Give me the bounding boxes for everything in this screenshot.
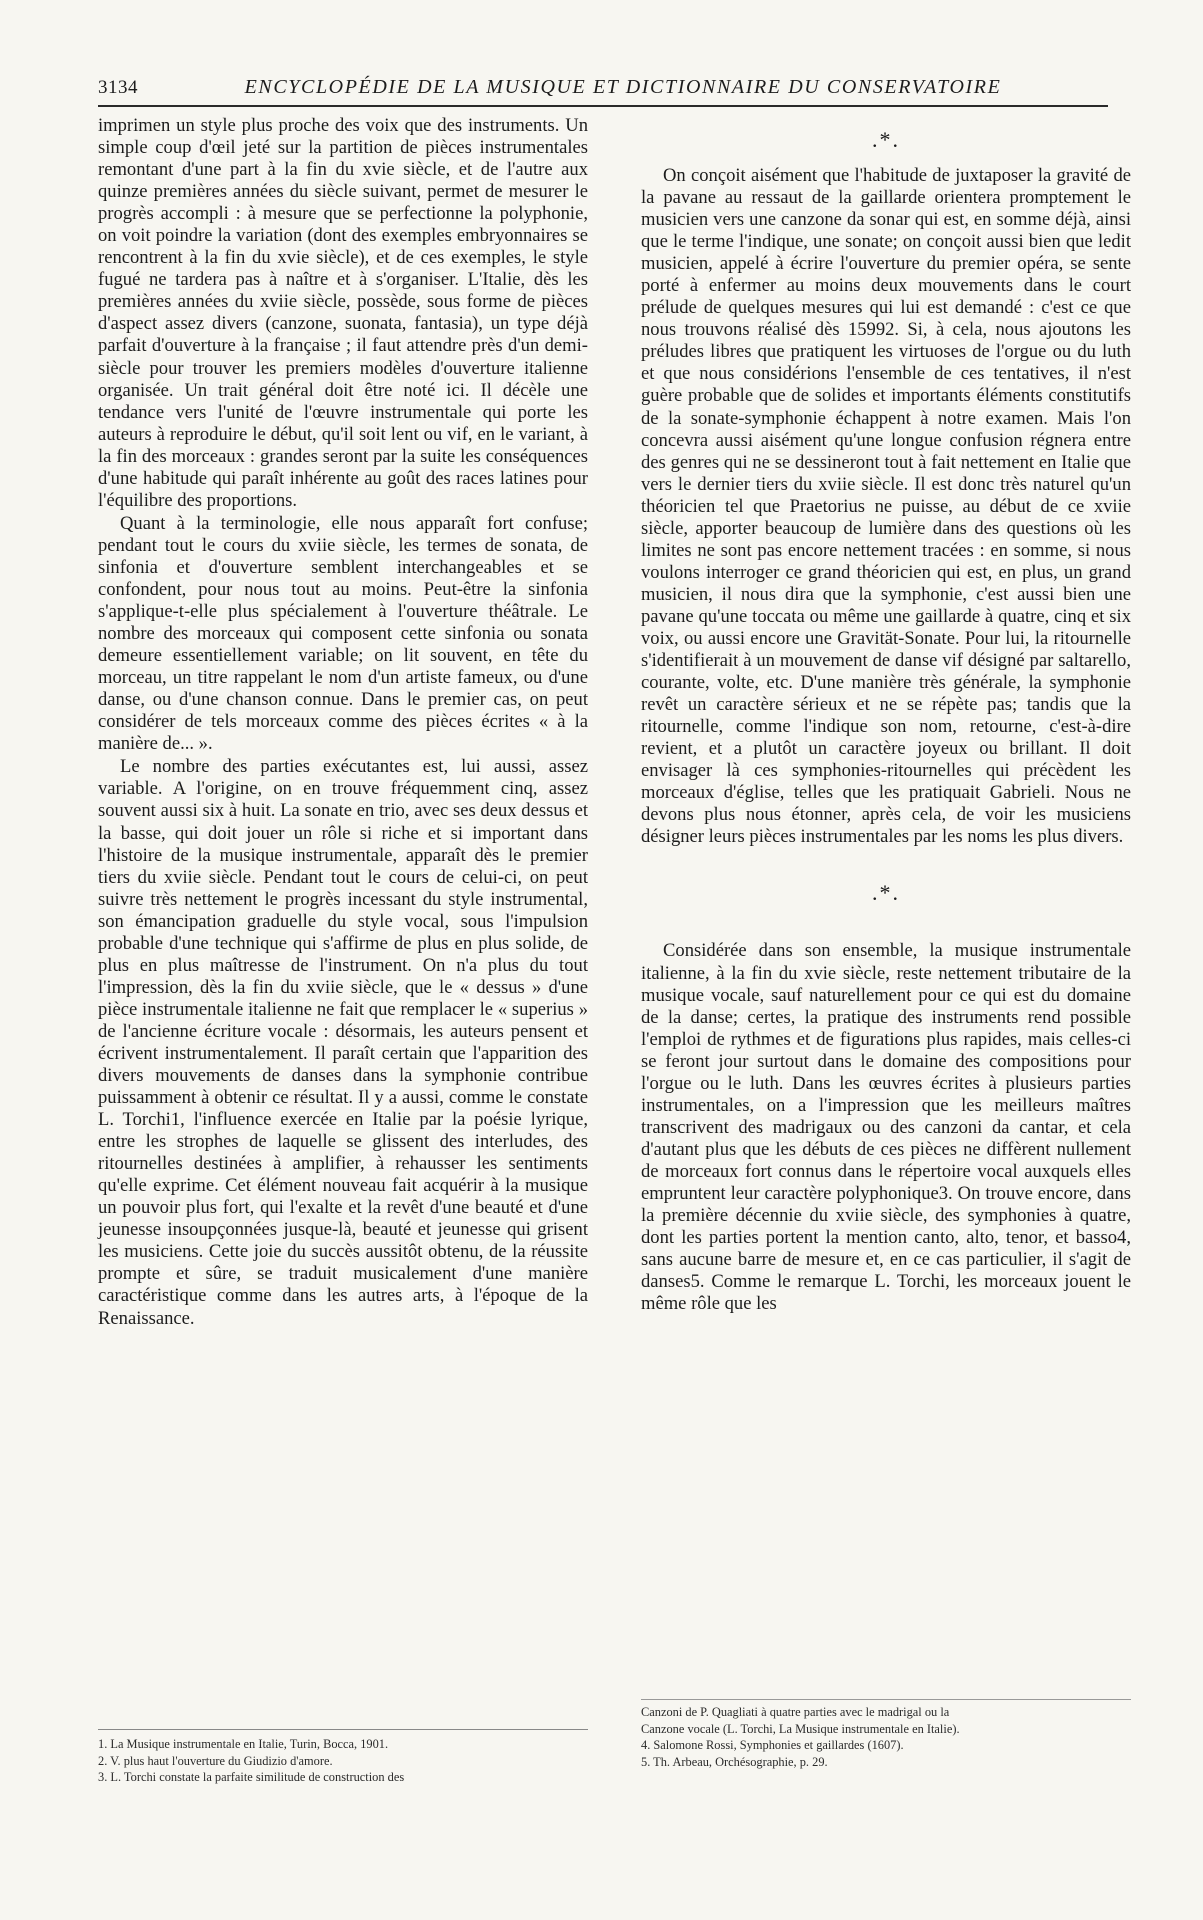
footnote-3-continued-b: Canzone vocale (L. Torchi, La Musique instrumentale en Italie).	[641, 1721, 960, 1736]
footnote-rule-right	[641, 1699, 1131, 1700]
left-paragraph-3: Le nombre des parties exécutantes est, lui aussi, assez variable. A l'origine, on en trouve fréquemment cinq, assez souvent aussi six à huit. La sonate en trio, avec ses deux dessus et la basse, qui doit jouer un rôle si riche et si important dans l'histoire de la musique instrumentale, apparaît dès le premier tiers du xviie siècle. Pendant tout le cours de celui-ci, on peut suivre très nettement le progrès incessant du style instrumental, son émancipation graduelle du style vocal, sous l'impulsion probable d'une technique qui s'affirme de plus en plus solide, de plus en plus maîtresse de l'instrument. On n'a plus du tout l'impression, dès la fin du xviie siècle, que le « dessus » d'une pièce instrumentale italienne ne fait que remplacer le « superius » de l'ancienne écriture vocale : désormais, les auteurs pensent et écrivent instrumentalement. Il paraît certain que l'apparition des divers mouvements de danses dans la symphonie contribue puissamment à obtenir ce résultat. Il y a aussi, comme le constate L. Torchi1, l'influence exercée en Italie par la poésie lyrique, entre les strophes de laquelle se glissent des interludes, des ritournelles destinées à amplifier, à rehausser les sentiments qu'elle exprime. Cet élément nouveau fait acquérir à la musique un pouvoir plus fort, qui l'exalte et la revêt d'une beauté et d'une jeunesse insoupçonnées jusque-là, beauté et jeunesse qui grisent les musiciens. Cette joie du succès aussitôt obtenu, de la réussite prompte et sûre, se traduit musicalement d'une manière caractéristique comme dans les autres arts, à l'époque de la Renaissance.	[98, 756, 588, 1329]
right-paragraph-1: On conçoit aisément que l'habitude de juxtaposer la gravité de la pavane au ressaut de la gaillarde orientera promptement le musicien vers une canzone da sonar qui est, en somme déjà, ainsi que le terme l'indique, une sonate; on conçoit aussi bien que ledit musicien, appelé à écrire l'ouverture du premier opéra, se sente porté à enfermer au moins deux mouvements dans le court prélude de quelques mesures qui lui est demandé : c'est ce que nous trouvons réalisé dès 15992. Si, à cela, nous ajoutons les préludes libres que pratiquent les virtuoses de l'orgue ou du luth et que nous considérions l'ensemble de ces tentatives, il n'est guère probable que de solides et importants éléments constitutifs de la sonate-symphonie échappent à notre examen. Mais l'on concevra aussi aisément qu'une longue confusion régnera entre des genres qui ne se dessineront tout à fait nettement en Italie que vers le dernier tiers du xviie siècle. Il est donc très naturel qu'un théoricien tel que Praetorius ne puisse, au début de ce xviie siècle, apporter beaucoup de lumière dans des questions où les limites ne sont pas encore nettement tracées : en somme, si nous voulons interroger ce grand théoricien qui est, en plus, un grand musicien, il nous dira que la symphonie, c'est aussi bien une pavane qu'une toccata ou même une gaillarde à quatre, cinq et six voix, ou aussi encore une Gravität-Sonate. Pour lui, la ritournelle s'identifierait à un mouvement de danse vif désigné par saltarello, courante, volte, etc. D'une manière très générale, la symphonie revêt un caractère sérieux et ne se répète pas; tandis que la ritournelle, comme l'indique son nom, retourne, c'est-à-dire revient, et a plutôt un caractère joyeux ou brillant. Il doit envisager là ces symphonies-ritournelles qui précèdent les morceaux d'église, telles que les pratiquait Gabrieli. Nous ne devons plus nous étonner, après cela, de voir les musiciens désigner leurs pièces instrumentales par les noms les plus divers.	[641, 165, 1131, 848]
left-paragraph-2: Quant à la terminologie, elle nous apparaît fort confuse; pendant tout le cours du xviie siècle, les termes de sonata, de sinfonia et d'ouverture semblent interchangeables et se confondent, pour nous tout au moins. Peut-être la sinfonia s'applique-t-elle plus spécialement à l'ouverture théâtrale. Le nombre des morceaux qui composent cette sinfonia ou sonata demeure essentiellement variable; on lit souvent, en tête du morceau, un titre rappelant le nom d'un artiste fameux, ou d'une danse, ou d'une chanson connue. Dans le premier cas, on peut considérer de tels morceaux comme des pièces écrites « à la manière de... ».	[98, 512, 588, 755]
running-title: ENCYCLOPÉDIE DE LA MUSIQUE ET DICTIONNAIRE DU CONSERVATOIRE	[244, 76, 1002, 98]
page-header	[98, 76, 1108, 107]
footnote-3: 3. L. Torchi constate la parfaite similitude de construction des	[98, 1770, 405, 1784]
footnote-2: 2. V. plus haut l'ouverture du Giudizio d'amore.	[98, 1753, 333, 1768]
left-paragraph-1: imprimen un style plus proche des voix que des instruments. Un simple coup d'œil jeté sur la partition de pièces instrumentales remontant d'une part à la fin du xvie siècle, et de l'autre aux quinze premières années du siècle suivant, permet de mesurer le progrès accompli : à mesure que se perfectionne la polyphonie, on voit poindre la variation (dont des exemples embryonnaires se rencontrent à la fin du xvie siècle), et de ces exemples, le style fugué ne tardera pas à naître et à s'organiser. L'Italie, dès les premières années du xviie siècle, possède, sous forme de pièces d'aspect assez divers (canzone, suonata, fantasia), un type déjà parfait d'ouverture à la française ; il faut attendre près d'un demi-siècle pour trouver les premiers modèles d'ouverture italienne organisée. Un trait général doit être noté ici. Il décèle une tendance vers l'unité de l'œuvre instrumentale qui porte les auteurs à reproduire le début, qu'il soit lent ou vif, en le variant, à la fin des morceaux : grandes seront par la suite les conséquences d'une habitude qui paraît inhérente au goût des races latines pour l'équilibre des proportions.	[98, 115, 588, 511]
section-ornament-1: .*.	[872, 127, 900, 152]
left-column	[98, 115, 588, 1330]
section-ornament-2: .*.	[872, 880, 900, 906]
right-paragraph-2: Considérée dans son ensemble, la musique instrumentale italienne, à la fin du xvie siècle, reste nettement tributaire de la musique vocale, sauf naturellement pour ce qui est du domaine de la danse; certes, la pratique des instruments rend possible l'emploi de rythmes et de figurations plus rapides, mais celles-ci se feront jour surtout dans le domaine des compositions pour l'orgue ou le luth. Dans les œuvres écrites à plusieurs parties instrumentales, on a l'impression que les meilleurs maîtres transcrivent des madrigaux ou des canzoni da cantar, et cela d'autant plus que les débuts de ces pièces ne diffèrent nullement de morceaux fort connus dans le répertoire vocal auxquels elles empruntent leur caractère polyphonique3. On trouve encore, dans la première décennie du xviie siècle, des symphonies à quatre, dont les parties portent la mention canto, alto, tenor, et basso4, sans aucune barre de mesure et, en ce cas particulier, il s'agit de danses5. Comme le remarque L. Torchi, les morceaux jouent le même rôle que les	[641, 940, 1131, 1315]
footnotes-right	[641, 1704, 1131, 1770]
footnote-3-continued-a: Canzoni de P. Quagliati à quatre parties avec le madrigal ou la	[641, 1705, 950, 1719]
footnotes-left	[98, 1729, 588, 1786]
right-column	[641, 115, 1131, 1315]
footnote-5: 5. Th. Arbeau, Orchésographie, p. 29.	[641, 1754, 828, 1769]
footnote-1: 1. La Musique instrumentale en Italie, Turin, Bocca, 1901.	[98, 1737, 389, 1751]
footnote-4: 4. Salomone Rossi, Symphonies et gaillardes (1607).	[641, 1738, 904, 1752]
page-number: 3134	[98, 77, 138, 98]
